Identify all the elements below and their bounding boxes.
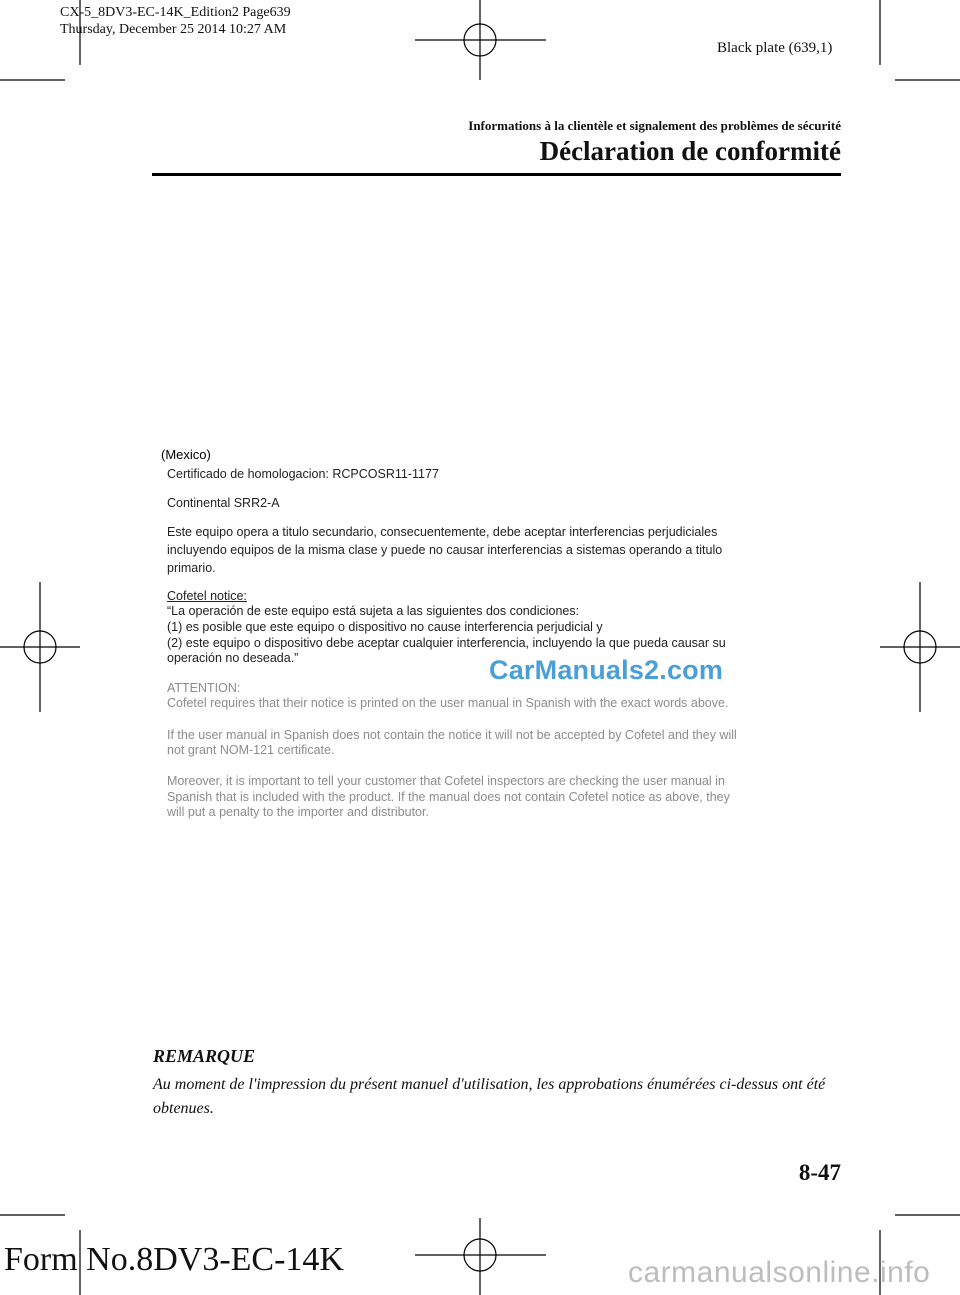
notice-line: not grant NOM-121 certificate. (167, 743, 335, 757)
carmanuals-watermark: CarManuals2.com (489, 655, 724, 685)
print-timestamp: Thursday, December 25 2014 10:27 AM (60, 22, 287, 37)
plate-label: Black plate (639,1) (717, 40, 833, 56)
notice-line: (2) este equipo o dispositivo debe aceptar cualquier interferencia, incluyendo la que pueda causar su (167, 636, 726, 650)
remark-heading: REMARQUE (153, 1046, 256, 1066)
page-title: Déclaration de conformité (539, 136, 841, 166)
notice-line: Moreover, it is important to tell your customer that Cofetel inspectors are checking the user manual in (167, 774, 725, 788)
section-label: Informations à la clientèle et signalement des problèmes de sécurité (468, 118, 841, 133)
notice-line: Certificado de homologacion: RCPCOSR11-1177 (167, 467, 439, 481)
notice-line: Cofetel requires that their notice is printed on the user manual in Spanish with the exact words above. (167, 696, 729, 710)
notice-heading: Cofetel notice: (167, 589, 247, 603)
title-rule (152, 173, 841, 176)
notice-line: operación no deseada.” (167, 651, 299, 665)
notice-line: Continental SRR2-A (167, 496, 280, 510)
notice-region: (Mexico) (161, 447, 211, 462)
notice-line: Este equipo opera a titulo secundario, consecuentemente, debe aceptar interferencias perjudiciales (167, 525, 718, 539)
site-watermark: carmanualsonline.info (628, 1256, 931, 1289)
form-number: Form No.8DV3-EC-14K (4, 1241, 344, 1278)
remark-body: Au moment de l'impression du présent manuel d'utilisation, les approbations énumérées ci-dessus ont été obtenues. (153, 1076, 826, 1117)
notice-line: incluyendo equipos de la misma clase y puede no causar interferencias a sistemas operando a titulo (167, 543, 723, 557)
notice-line: “La operación de este equipo está sujeta a las siguientes dos condiciones: (167, 604, 580, 618)
print-file-info: CX-5_8DV3-EC-14K_Edition2 Page639 (60, 5, 291, 20)
page-number: 8-47 (798, 1160, 841, 1185)
notice-attention-heading: ATTENTION: (167, 681, 241, 695)
notice-line: Spanish that is included with the product. If the manual does not contain Cofetel notice as above, they (167, 790, 730, 804)
print-metadata (60, 4, 291, 38)
notice-line: primario. (167, 561, 216, 575)
notice-line: will put a penalty to the importer and distributor. (167, 805, 429, 819)
notice-line: If the user manual in Spanish does not contain the notice it will not be accepted by Cofetel and they will (167, 728, 737, 742)
notice-line: (1) es posible que este equipo o dispositivo no cause interferencia perjudicial y (167, 620, 603, 634)
